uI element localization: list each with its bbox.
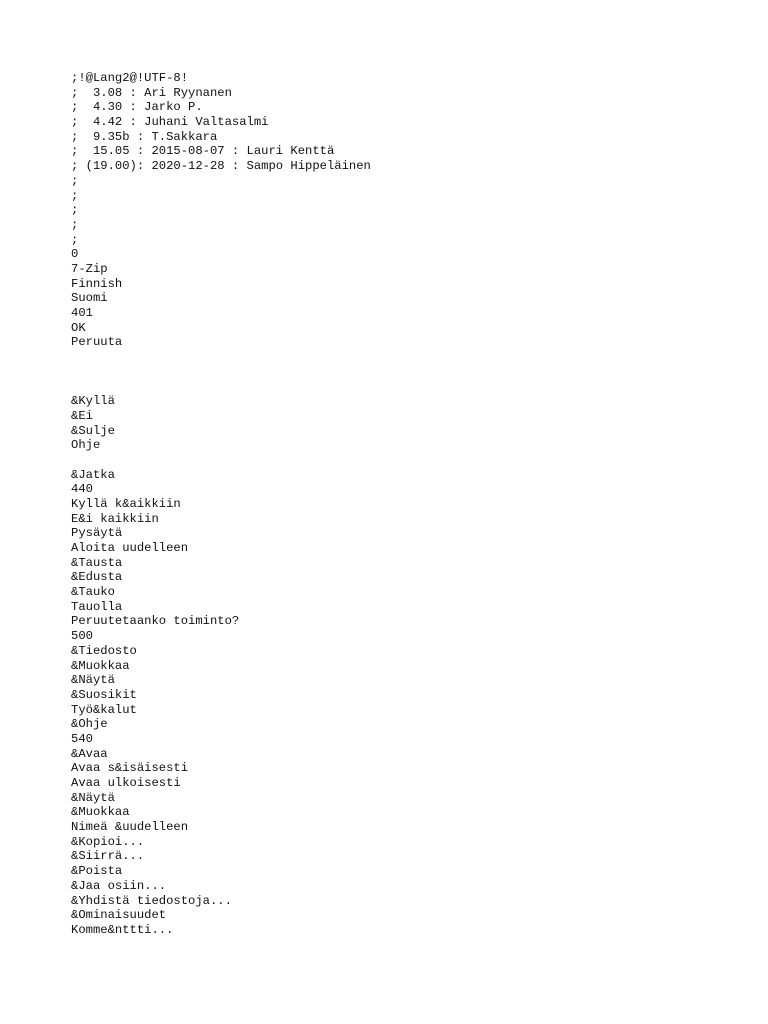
text-line: Peruuta — [71, 335, 123, 350]
text-line: &Siirrä... — [71, 849, 145, 864]
text-line: ; (19.00): 2020-12-28 : Sampo Hippeläinen — [71, 159, 371, 174]
text-line: Aloita uudelleen — [71, 541, 189, 555]
text-line: 540 — [71, 731, 93, 746]
text-line: &Tauko — [71, 585, 115, 600]
text-line: Kyllä k&aikkiin — [71, 496, 181, 511]
text-line: &Ominaisuudet — [71, 908, 167, 923]
text-line: Komme&nttti... — [71, 922, 174, 937]
text-line: ; 4.30 : Jarko P. — [71, 100, 203, 115]
text-line — [71, 453, 371, 468]
text-line: ; — [71, 188, 79, 203]
text-line: Ohje — [71, 438, 101, 453]
text-line: Tauolla — [71, 599, 123, 614]
text-line: 7-Zip — [71, 261, 108, 276]
text-line: Finnish — [71, 276, 123, 291]
text-line: ; — [71, 203, 79, 218]
text-line: Pysäytä — [71, 526, 123, 541]
text-line: &Sulje — [71, 423, 115, 438]
language-file-text — [71, 71, 371, 938]
text-line: E&i kaikkiin — [71, 511, 159, 526]
text-line: &Poista — [71, 864, 123, 879]
text-line: 401 — [71, 306, 93, 320]
text-line: &Näytä — [71, 790, 115, 805]
text-line: 0 — [71, 247, 79, 262]
text-line: Suomi — [71, 291, 108, 306]
text-line: &Muokkaa — [71, 658, 130, 673]
text-line: ; 15.05 : 2015-08-07 : Lauri Kenttä — [71, 144, 335, 159]
text-line: &Avaa — [71, 746, 108, 761]
text-line: &Suosikit — [71, 687, 137, 702]
text-line: &Muokkaa — [71, 805, 130, 820]
text-line — [71, 379, 371, 394]
text-line: ;!@Lang2@!UTF-8! — [71, 71, 189, 85]
text-line: &Edusta — [71, 570, 123, 585]
text-line: &Tiedosto — [71, 643, 137, 658]
text-line: ; — [71, 173, 79, 188]
text-line: &Ei — [71, 408, 93, 423]
text-line: &Ohje — [71, 717, 108, 732]
text-line: ; 4.42 : Juhani Valtasalmi — [71, 115, 269, 130]
text-line: &Tausta — [71, 555, 123, 570]
text-line: &Kopioi... — [71, 834, 145, 849]
text-line: Peruutetaanko toiminto? — [71, 614, 240, 629]
text-line: ; — [71, 217, 79, 232]
text-line: ; — [71, 232, 79, 247]
text-line: Avaa s&isäisesti — [71, 761, 189, 776]
text-line: ; 3.08 : Ari Ryynanen — [71, 85, 232, 100]
text-line: &Jaa osiin... — [71, 878, 167, 893]
text-line — [71, 365, 371, 380]
text-line: &Yhdistä tiedostoja... — [71, 893, 232, 908]
text-line: 440 — [71, 482, 93, 497]
text-line: Työ&kalut — [71, 702, 137, 717]
text-line: ; 9.35b : T.Sakkara — [71, 129, 218, 144]
text-line: &Kyllä — [71, 394, 115, 409]
text-line: &Jatka — [71, 467, 115, 482]
text-line — [71, 350, 371, 365]
text-line: Nimeä &uudelleen — [71, 820, 189, 835]
text-line: OK — [71, 320, 86, 335]
text-line: 500 — [71, 629, 93, 644]
text-line: &Näytä — [71, 673, 115, 688]
text-line: Avaa ulkoisesti — [71, 776, 181, 790]
